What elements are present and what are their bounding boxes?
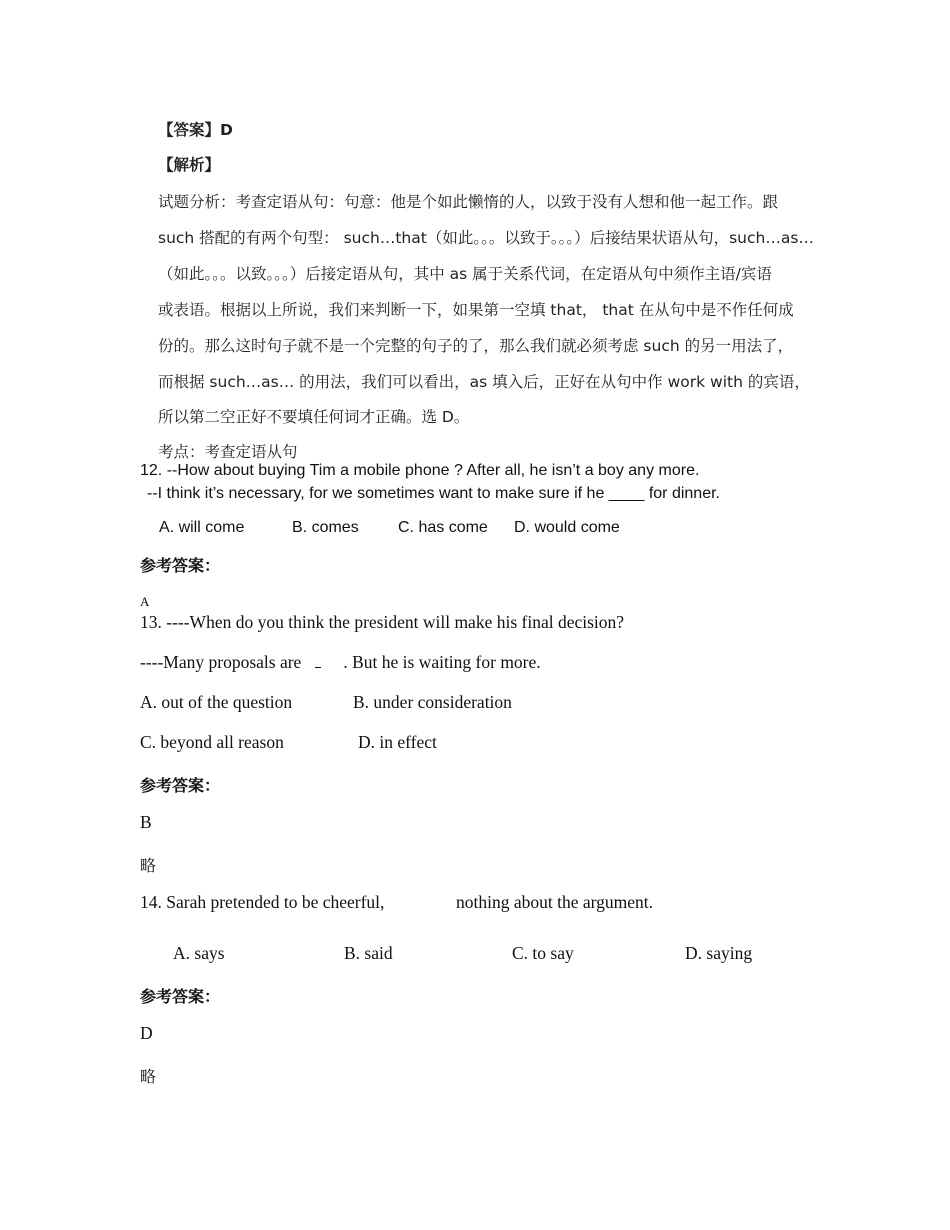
question-stem: 12. --How about buying Tim a mobile phone ? After all, he isn’t a boy any more. — [140, 462, 700, 479]
explanation-line: such 搭配的有两个句型： such…that（如此。。。以致于。。。）后接结果状语从句，such…as… — [158, 229, 814, 247]
question-stem-part: nothing about the argument. — [456, 892, 654, 912]
question-stem-part: 14. Sarah pretended to be cheerful, — [140, 892, 385, 912]
option-c: C. to say — [512, 943, 574, 963]
option-d: D. saying — [685, 943, 753, 963]
reference-answer-label: 参考答案： — [140, 556, 221, 575]
answer-note: 略 — [140, 856, 157, 875]
answer-blank — [315, 666, 321, 668]
option-b: B. said — [344, 943, 393, 963]
option-a: A. says — [173, 943, 225, 963]
reference-answer-label: 参考答案： — [140, 987, 221, 1006]
explanation-line: 试题分析：考查定语从句：句意：他是个如此懒惰的人，以致于没有人想和他一起工作。跟 — [158, 193, 779, 211]
dialog-text: . But he is waiting for more. — [343, 652, 541, 672]
reference-answer: B — [140, 812, 152, 832]
answer-note: 略 — [140, 1067, 157, 1086]
dialog-text: for dinner. — [644, 485, 720, 502]
option-d: D. would come — [514, 519, 620, 536]
exam-point: 考点：考查定语从句 — [158, 443, 298, 461]
explanation-line: （如此。。。以致。。。）后接定语从句，其中 as 属于关系代词，在定语从句中须作主语/宾语 — [158, 265, 772, 283]
option-c: C. beyond all reason — [140, 732, 284, 752]
answer-label: 【答案】D — [158, 121, 233, 139]
explanation-line: 所以第二空正好不要填任何词才正确。选 D。 — [158, 408, 470, 426]
answer-blank: ____ — [608, 485, 645, 502]
dialog-text: ----Many proposals are — [140, 652, 302, 672]
reference-answer-label: 参考答案： — [140, 776, 221, 795]
explanation-line: 份的。那么这时句子就不是一个完整的句子的了，那么我们就必须考虑 such 的另一用法了， — [158, 337, 794, 355]
question-stem: 13. ----When do you think the president will make his final decision? — [140, 612, 625, 632]
reference-answer: D — [140, 1023, 153, 1043]
explanation-line: 而根据 such…as… 的用法，我们可以看出，as 填入后，正好在从句中作 work with 的宾语， — [158, 373, 810, 391]
reference-answer: A — [140, 594, 150, 609]
question-dialog-line — [140, 652, 541, 673]
option-b: B. comes — [292, 519, 359, 536]
option-a: A. will come — [159, 519, 245, 536]
option-a: A. out of the question — [140, 692, 293, 712]
dialog-text: --I think it’s necessary, for we sometimes want to make sure if he — [147, 485, 609, 502]
question-dialog-line — [147, 485, 720, 503]
analysis-label: 【解析】 — [158, 156, 221, 174]
option-d: D. in effect — [358, 732, 437, 752]
option-c: C. has come — [398, 519, 488, 536]
explanation-line: 或表语。根据以上所说，我们来判断一下，如果第一空填 that， that 在从句中是不作任何成 — [158, 301, 794, 319]
option-b: B. under consideration — [353, 692, 512, 712]
